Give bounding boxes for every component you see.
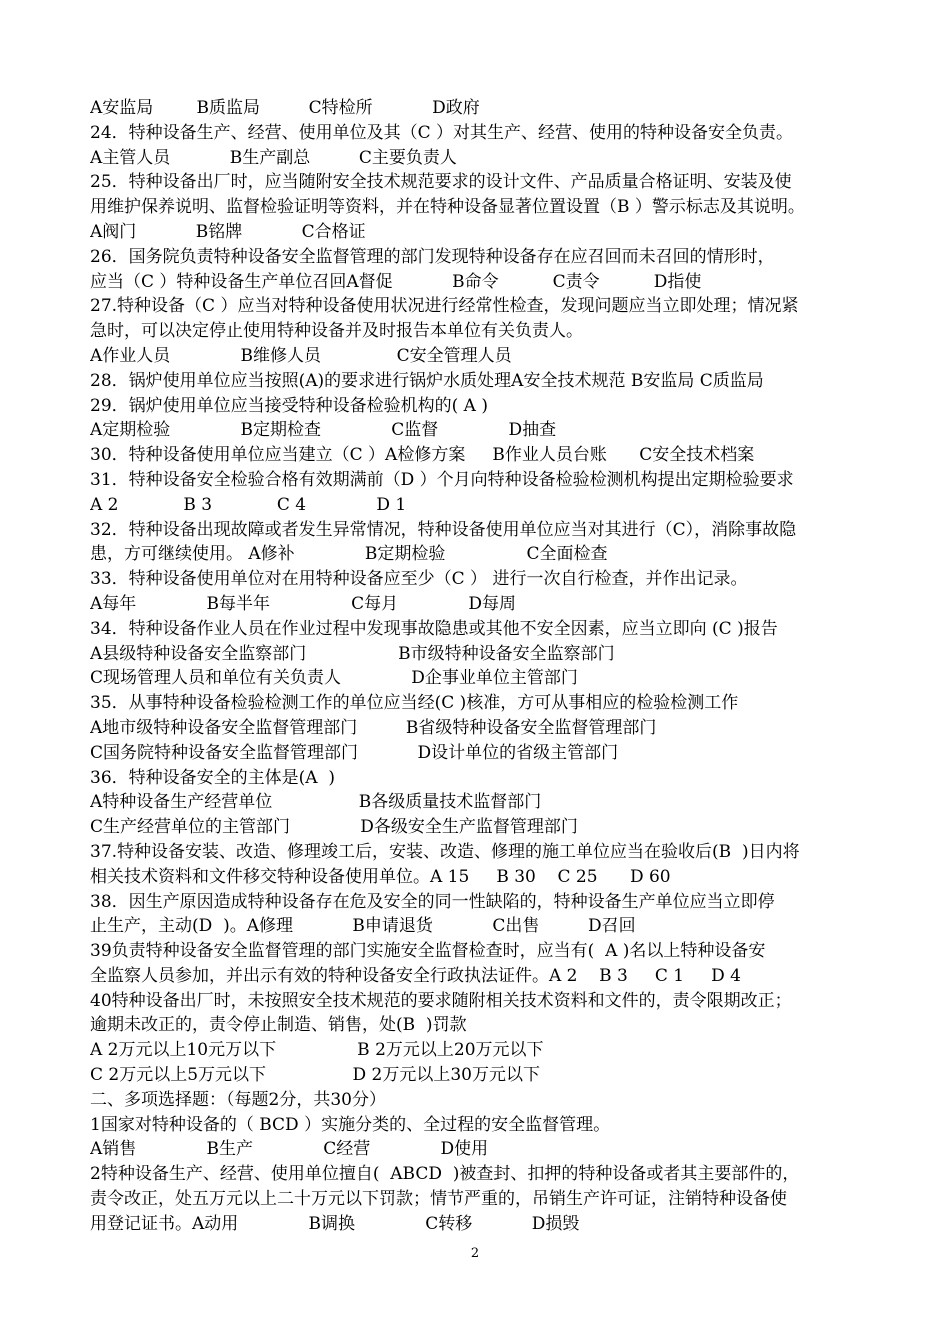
text-line: A地市级特种设备安全监督管理部门 B省级特种设备安全监督管理部门 [90, 717, 657, 738]
text-line: 责令改正，处五万元以上二十万元以下罚款；情节严重的，吊销生产许可证，注销特种设备使 [90, 1189, 787, 1210]
text-line: A特种设备生产经营单位 B各级质量技术监督部门 [90, 792, 542, 813]
text-line: 40特种设备出厂时，未按照安全技术规范的要求随附相关技术资料和文件的，责令限期改正； [90, 990, 792, 1011]
text-line: 34．特种设备作业人员在作业过程中发现事故隐患或其他不安全因素，应当立即向 (C )报告 [90, 618, 778, 639]
text-line: 1国家对特种设备的（ BCD ）实施分类的、全过程的安全监督管理。 [90, 1114, 611, 1135]
text-line: 27.特种设备（C ）应当对特种设备使用状况进行经常性检查，发现问题应当立即处理；情况紧 [90, 296, 799, 317]
text-line: A作业人员 B维修人员 C安全管理人员 [90, 345, 512, 366]
document-body [90, 96, 880, 1237]
text-line: 逾期未改正的，责令停止制造、销售，处(B )罚款 [90, 1015, 467, 1036]
text-line: 25．特种设备出厂时，应当随附安全技术规范要求的设计文件、产品质量合格证明、安装及使 [90, 172, 792, 193]
text-line: 29．锅炉使用单位应当接受特种设备检验机构的( A ) [90, 395, 488, 416]
text-line: 止生产，主动(D )。A修理 B申请退货 C出售 D召回 [90, 916, 636, 937]
text-line: 26．国务院负责特种设备安全监督管理的部门发现特种设备存在应召回而未召回的情形时， [90, 246, 775, 267]
text-line: A安监局 B质监局 C特检所 D政府 [90, 98, 480, 118]
section-heading: 二、多项选择题：（每题2分，共30分） [90, 1089, 386, 1110]
text-line: 应当（C ）特种设备生产单位召回A督促 B命令 C责令 D指使 [90, 271, 702, 292]
text-line: 39负责特种设备安全监督管理的部门实施安全监督检查时，应当有( A )名以上特种设备安 [90, 941, 766, 962]
text-line: A定期检验 B定期检查 C监督 D抽查 [90, 420, 557, 441]
text-line: 30．特种设备使用单位应当建立（C ）A检修方案 B作业人员台账 C安全技术档案 [90, 445, 755, 466]
text-line: C现场管理人员和单位有关负责人 D企事业单位主管部门 [90, 668, 578, 689]
text-line: 31．特种设备安全检验合格有效期满前（D ）个月向特种设备检验检测机构提出定期检验要求 [90, 469, 794, 490]
text-line: A主管人员 B生产副总 C主要负责人 [90, 147, 457, 168]
text-line: 急时，可以决定停止使用特种设备并及时报告本单位有关负责人。 [90, 321, 583, 342]
text-line: 24．特种设备生产、经营、使用单位及其（C ）对其生产、经营、使用的特种设备安全负责。 [90, 122, 794, 143]
text-line: 全监察人员参加，并出示有效的特种设备安全行政执法证件。A 2 B 3 C 1 D 4 [90, 965, 741, 986]
text-line: 相关技术资料和文件移交特种设备使用单位。A 15 B 30 C 25 D 60 [90, 866, 671, 887]
text-line: A 2万元以上10元万以下 B 2万元以上20万元以下 [90, 1040, 544, 1061]
text-line: C生产经营单位的主管部门 D各级安全生产监督管理部门 [90, 817, 578, 838]
text-line: A销售 B生产 C经营 D使用 [90, 1139, 489, 1160]
text-line: 38．因生产原因造成特种设备存在危及安全的同一性缺陷的，特种设备生产单位应当立即停 [90, 891, 775, 912]
text-line: 患，方可继续使用。 A修补 B定期检验 C全面检查 [90, 544, 608, 565]
text-line: A每年 B每半年 C每月 D每周 [90, 593, 516, 614]
page-number: 2 [470, 1246, 480, 1261]
text-line: 用登记证书。A动用 B调换 C转移 D损毁 [90, 1213, 580, 1234]
text-line: C 2万元以上5万元以下 D 2万元以上30万元以下 [90, 1065, 540, 1086]
text-line: 36．特种设备安全的主体是(A ) [90, 767, 335, 788]
text-line: 32．特种设备出现故障或者发生异常情况，特种设备使用单位应当对其进行（C），消除事故隐 [90, 519, 797, 540]
text-line: 用维护保养说明、监督检验证明等资料，并在特种设备显著位置设置（B ）警示标志及其说明。 [90, 197, 805, 218]
text-line: A县级特种设备安全监察部门 B市级特种设备安全监察部门 [90, 643, 615, 664]
text-line: C国务院特种设备安全监督管理部门 D设计单位的省级主管部门 [90, 742, 619, 763]
text-line: A 2 B 3 C 4 D 1 [90, 494, 407, 515]
text-line: 33．特种设备使用单位对在用特种设备应至少（C ） 进行一次自行检查，并作出记录。 [90, 569, 748, 590]
text-line: 2特种设备生产、经营、使用单位擅自( ABCD )被查封、扣押的特种设备或者其主要部件的， [90, 1164, 800, 1185]
text-line: 28．锅炉使用单位应当按照(A)的要求进行锅炉水质处理A安全技术规范 B安监局 C质监局 [90, 370, 764, 391]
text-line: A阀门 B铭牌 C合格证 [90, 221, 366, 242]
text-line: 37.特种设备安装、改造、修理竣工后，安装、改造、修理的施工单位应当在验收后(B )日内将 [90, 841, 800, 862]
text-line: 35．从事特种设备检验检测工作的单位应当经(C )核准，方可从事相应的检验检测工作 [90, 693, 739, 714]
